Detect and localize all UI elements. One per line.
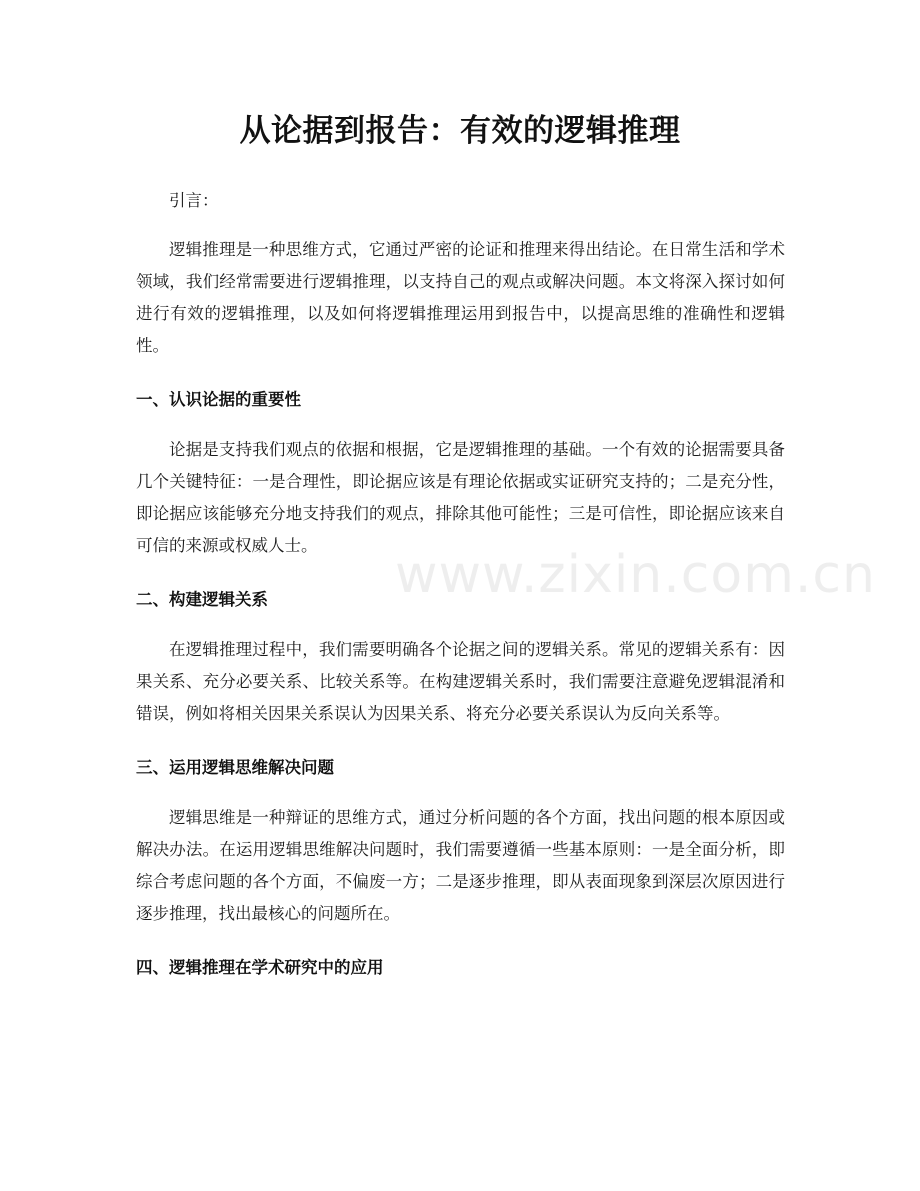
document-body: [136, 185, 785, 984]
intro-label: 引言：: [169, 191, 219, 210]
watermark: www.zixin.com.cn: [395, 545, 876, 605]
section-heading-4: 四、逻辑推理在学术研究中的应用: [136, 958, 384, 977]
section-paragraph-3: 逻辑思维是一种辩证的思维方式，通过分析问题的各个方面，找出问题的根本原因或解决办法。在运用逻辑思维解决问题时，我们需要遵循一些基本原则：一是全面分析，即综合考虑问题的各个方面，不偏废一方；二是逐步推理，即从表面现象到深层次原因进行逐步推理，找出最核心的问题所在。: [136, 808, 785, 923]
section-paragraph-2: 在逻辑推理过程中，我们需要明确各个论据之间的逻辑关系。常见的逻辑关系有：因果关系、充分必要关系、比较关系等。在构建逻辑关系时，我们需要注意避免逻辑混淆和错误，例如将相关因果关系误认为因果关系、将充分必要关系误认为反向关系等。: [136, 640, 785, 723]
section-paragraph-1: 论据是支持我们观点的依据和根据，它是逻辑推理的基础。一个有效的论据需要具备几个关键特征：一是合理性，即论据应该是有理论依据或实证研究支持的；二是充分性，即论据应该能够充分地支持我们的观点，排除其他可能性；三是可信性，即论据应该来自可信的来源或权威人士。: [136, 440, 785, 555]
intro-paragraph: 逻辑推理是一种思维方式，它通过严密的论证和推理来得出结论。在日常生活和学术领域，我们经常需要进行逻辑推理，以支持自己的观点或解决问题。本文将深入探讨如何进行有效的逻辑推理，以及如何将逻辑推理运用到报告中，以提高思维的准确性和逻辑性。: [136, 240, 785, 355]
document-title: 从论据到报告：有效的逻辑推理: [239, 113, 681, 149]
section-heading-1: 一、认识论据的重要性: [136, 390, 301, 409]
section-heading-2: 二、构建逻辑关系: [136, 590, 268, 609]
section-heading-3: 三、运用逻辑思维解决问题: [136, 758, 334, 777]
